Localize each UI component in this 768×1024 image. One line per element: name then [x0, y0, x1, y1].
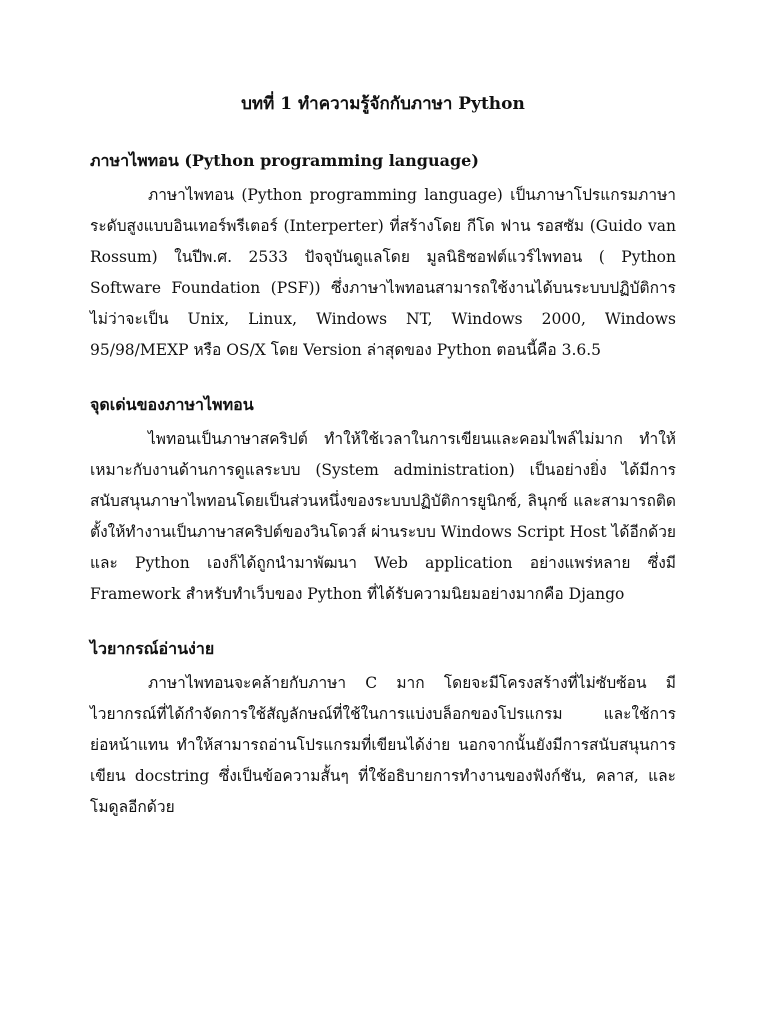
section-heading: ไวยากรณ์อ่านง่าย: [90, 639, 215, 658]
section-heading: ภาษาไพทอน (Python programming language): [90, 151, 479, 170]
section-paragraph: ไพทอนเป็นภาษาสคริปต์ ทำให้ใช้เวลาในการเขียนและคอมไพล์ไม่มาก ทำให้เหมาะกับงานด้านการดูแลระบบ (System administration) เป็นอย่างยิ่ง ได้มีการสนับสนุนภาษาไพทอนโดยเป็นส่วนหนึ่งของระบบปฏิบัติการยูนิกซ์, ลินุกซ์ และสามารถติดตั้งให้ทำงานเป็นภาษาสคริปต์ของวินโดวส์ ผ่านระบบ Windows Script Host ได้อีกด้วย และ Python เองก็ได้ถูกนำมาพัฒนา Web application อย่างแพร่หลาย ซึ่งมี Framework สำหรับทำเว็บของ Python ที่ได้รับความนิยมอย่างมากคือ Django: [90, 430, 676, 603]
section-python-language: [90, 150, 676, 366]
section-paragraph: ภาษาไพทอน (Python programming language) เป็นภาษาโปรแกรมภาษาระดับสูงแบบอินเทอร์พรีเตอร์ (Interperter) ที่สร้างโดย กีโด ฟาน รอสซัม (Guido van Rossum) ในปีพ.ศ. 2533 ปัจจุบันดูแลโดย มูลนิธิซอฟต์แวร์ไพทอน ( Python Software Foundation (PSF)) ซึ่งภาษาไพทอนสามารถใช้งานได้บนระบบปฏิบัติการไม่ว่าจะเป็น Unix, Linux, Windows NT, Windows 2000, Windows 95/98/MEXP หรือ OS/X โดย Version ล่าสุดของ Python ตอนนี้คือ 3.6.5: [90, 186, 676, 359]
section-python-highlights: [90, 394, 676, 610]
page-title: บทที่ 1 ทำความรู้จักกับภาษา Python: [241, 94, 525, 114]
section-readable-syntax: [90, 638, 676, 823]
section-paragraph: ภาษาไพทอนจะคล้ายกับภาษา C มาก โดยจะมีโครงสร้างที่ไม่ซับซ้อน มีไวยากรณ์ที่ได้กำจัดการใช้สัญลักษณ์ที่ใช้ในการแบ่งบล็อกของโปรแกรม และใช้การย่อหน้าแทน ทำให้สามารถอ่านโปรแกรมที่เขียนได้ง่าย นอกจากนั้นยังมีการสนับสนุนการเขียน docstring ซึ่งเป็นข้อความสั้นๆ ที่ใช้อธิบายการทำงานของฟังก์ชัน, คลาส, และ โมดูลอีกด้วย: [90, 674, 676, 816]
section-heading: จุดเด่นของภาษาไพทอน: [90, 395, 254, 414]
